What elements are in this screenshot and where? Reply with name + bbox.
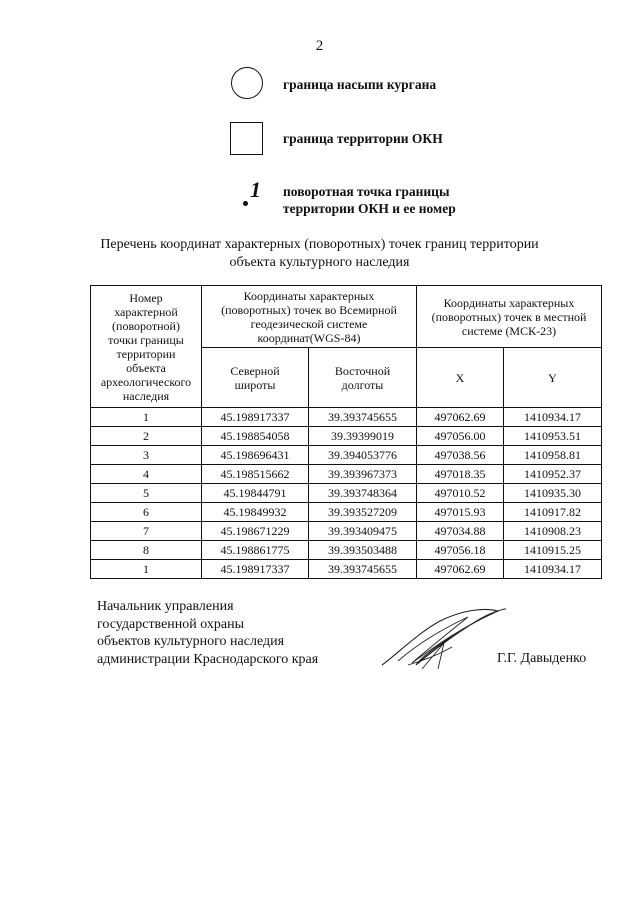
longitude-cell: 39.393745655 (309, 408, 417, 427)
x-cell: 497010.52 (417, 484, 504, 503)
signature-block (97, 598, 318, 668)
longitude-cell: 39.393527209 (309, 503, 417, 522)
table-row (91, 408, 602, 427)
header-point-number-line: точки границы (108, 332, 184, 347)
longitude-cell: 39.39399019 (309, 427, 417, 446)
header-point-number-line: Номер (129, 290, 163, 305)
point-number-cell: 3 (91, 446, 202, 465)
point-number-cell: 4 (91, 465, 202, 484)
table-row (91, 484, 602, 503)
longitude-cell: 39.393745655 (309, 560, 417, 579)
header-point-number-line: наследия (122, 388, 170, 403)
header-point-number-line: археологического (100, 374, 192, 389)
y-cell: 1410934.17 (504, 560, 602, 579)
header-msk23 (417, 286, 602, 348)
coordinates-rows (91, 408, 602, 579)
point-number-cell: 7 (91, 522, 202, 541)
header-longitude-line: Восточной (334, 363, 391, 378)
longitude-cell: 39.393748364 (309, 484, 417, 503)
point-dot-symbol (243, 201, 248, 206)
signature-block-line: Начальник управления (97, 599, 234, 614)
circle-legend-symbol (231, 67, 263, 99)
y-cell: 1410917.82 (504, 503, 602, 522)
x-cell: 497015.93 (417, 503, 504, 522)
latitude-cell: 45.198515662 (202, 465, 309, 484)
longitude-cell: 39.393409475 (309, 522, 417, 541)
header-wgs84-line: Координаты характерных (243, 288, 375, 303)
table-row (91, 503, 602, 522)
header-point-number-line: объекта (126, 360, 166, 375)
table-row (91, 522, 602, 541)
x-cell: 497062.69 (417, 560, 504, 579)
handwritten-signature (378, 603, 508, 673)
y-cell: 1410935.30 (504, 484, 602, 503)
header-wgs84-line: геодезической системе (250, 316, 368, 331)
latitude-cell: 45.198696431 (202, 446, 309, 465)
header-longitude-line: долготы (341, 377, 384, 392)
x-cell: 497056.00 (417, 427, 504, 446)
y-cell: 1410934.17 (504, 408, 602, 427)
header-y: Y (504, 348, 602, 408)
signatory-name: Г.Г. Давыденко (497, 651, 587, 666)
table-title-line: объекта культурного наследия (229, 255, 410, 270)
point-number-cell: 1 (91, 560, 202, 579)
point-number-cell: 6 (91, 503, 202, 522)
y-cell: 1410908.23 (504, 522, 602, 541)
header-point-number-line: территории (116, 346, 176, 361)
x-cell: 497056.18 (417, 541, 504, 560)
x-cell: 497062.69 (417, 408, 504, 427)
y-cell: 1410953.51 (504, 427, 602, 446)
latitude-cell: 45.198854058 (202, 427, 309, 446)
y-cell: 1410952.37 (504, 465, 602, 484)
header-msk23-line: системе (МСК-23) (461, 323, 557, 338)
latitude-cell: 45.198917337 (202, 408, 309, 427)
latitude-cell: 45.19844791 (202, 484, 309, 503)
longitude-cell: 39.393503488 (309, 541, 417, 560)
header-wgs84 (202, 286, 417, 348)
latitude-cell: 45.198861775 (202, 541, 309, 560)
table-row (91, 465, 602, 484)
square-legend-symbol (230, 122, 263, 155)
header-msk23-line: Координаты характерных (443, 295, 575, 310)
longitude-cell: 39.393967373 (309, 465, 417, 484)
point-legend-label (283, 183, 456, 217)
signature-block-line: государственной охраны (97, 616, 245, 632)
y-cell: 1410915.25 (504, 541, 602, 560)
point-number-cell: 5 (91, 484, 202, 503)
header-point-number-line: характерной (114, 304, 178, 319)
header-latitude-line: Северной (230, 363, 280, 378)
coordinates-table (90, 285, 602, 579)
table-row (91, 427, 602, 446)
point-number-cell: 2 (91, 427, 202, 446)
point-number-cell: 1 (91, 408, 202, 427)
latitude-cell: 45.19849932 (202, 503, 309, 522)
point-number-symbol: 1 (250, 177, 261, 202)
table-title (0, 236, 639, 272)
header-longitude (309, 348, 417, 408)
point-number-cell: 8 (91, 541, 202, 560)
header-wgs84-line: координат(WGS-84) (257, 330, 361, 345)
table-row (91, 541, 602, 560)
y-cell: 1410958.81 (504, 446, 602, 465)
table-title-line: Перечень координат характерных (поворотных) точек границ территории (100, 237, 539, 252)
header-latitude (202, 348, 309, 408)
page-number: 2 (315, 38, 324, 54)
point-legend-label-line: поворотная точка границы (283, 184, 450, 199)
header-point-number-line: (поворотной) (112, 318, 180, 333)
circle-legend-label: граница насыпи кургана (283, 77, 437, 92)
x-cell: 497034.88 (417, 522, 504, 541)
point-legend-label-line: территории ОКН и ее номер (283, 201, 456, 216)
table-row (91, 446, 602, 465)
signature-block-line: объектов культурного наследия (97, 634, 285, 649)
latitude-cell: 45.198671229 (202, 522, 309, 541)
header-latitude-line: широты (234, 377, 276, 392)
header-point-number (91, 286, 202, 408)
latitude-cell: 45.198917337 (202, 560, 309, 579)
signature-block-line: администрации Краснодарского края (97, 651, 319, 667)
table-row (91, 560, 602, 579)
header-wgs84-line: (поворотных) точек во Всемирной (221, 302, 397, 317)
longitude-cell: 39.394053776 (309, 446, 417, 465)
header-msk23-line: (поворотных) точек в местной (431, 309, 587, 324)
x-cell: 497018.35 (417, 465, 504, 484)
header-x: X (417, 348, 504, 408)
square-legend-label: граница территории ОКН (283, 131, 443, 146)
x-cell: 497038.56 (417, 446, 504, 465)
